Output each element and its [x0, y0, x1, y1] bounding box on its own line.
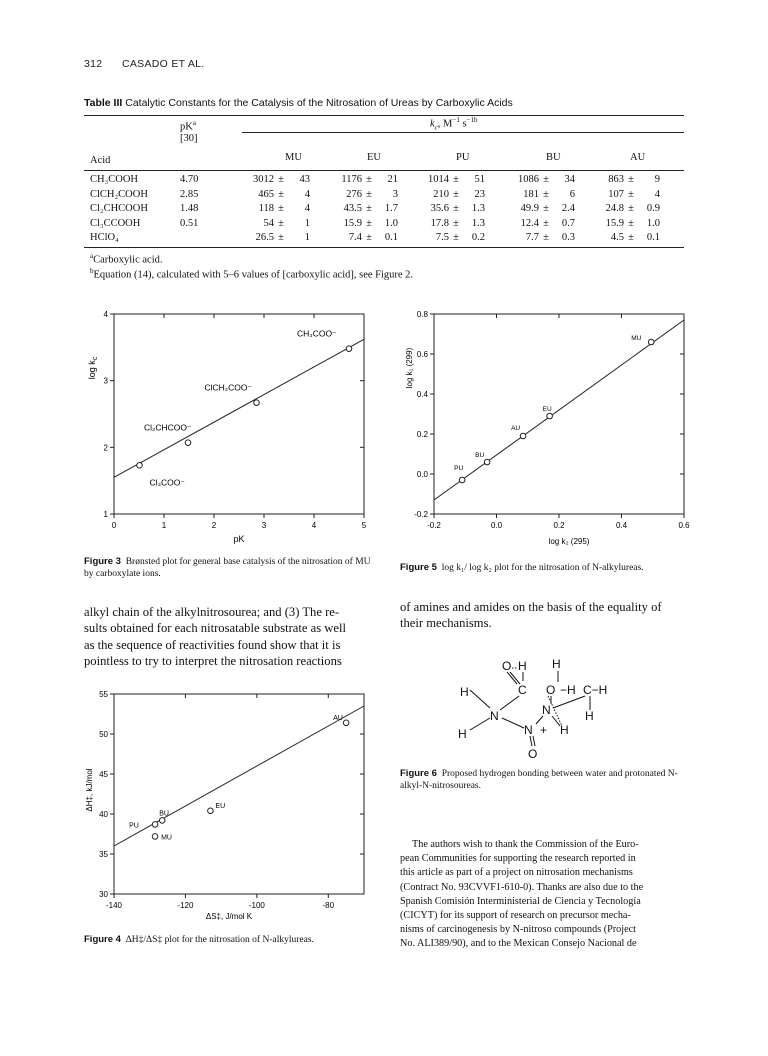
point-label: CH₃COO⁻ [297, 328, 337, 339]
data-point [185, 440, 191, 446]
footnote-a: $^a$Carboxylic acid. [90, 252, 163, 266]
text-line: No. ALI389/90), and to the Mexican Consejo Nacional de [400, 938, 637, 950]
figure4-caption: Figure 4 ΔH‡/ΔS‡ plot for the nitrosation of N-alkylureas. [84, 934, 314, 945]
cell-value: 7.4 ± 0.1 [348, 232, 398, 244]
point-label: BU [475, 452, 485, 459]
cell-value: 12.4 ± 0.7 [520, 217, 575, 229]
y-tick-label: 55 [99, 690, 108, 699]
fig5-ylabel: log k₁ (299) [405, 347, 414, 389]
cell-value: 1176 ± 21 [341, 174, 398, 185]
point-label: Cl₃COO⁻ [149, 477, 185, 488]
x-tick-label: -140 [105, 901, 123, 910]
data-point [343, 720, 349, 726]
fig5-marks [414, 310, 690, 530]
table-row [0, 203, 768, 217]
cell-acid: Cl₂CHCOOH [90, 203, 148, 215]
figure3-caption: Figure 3 Brønsted plot for general base catalysis of the nitrosation of MU by carboxylate ions. [84, 556, 371, 579]
col-eu: EU [367, 152, 381, 163]
atom-o-top: O [502, 659, 512, 673]
col-k-header: $k_c$, $M^{-1}$ $s^{-1b}$ [430, 116, 478, 132]
y-tick-label: 30 [99, 890, 108, 899]
fig5-xlabel: log k₂ (295) [548, 537, 590, 546]
x-tick-label: 3 [261, 521, 267, 530]
atom-h6: H [458, 727, 467, 741]
atom-h5: H [585, 709, 594, 723]
figure5-caption: Figure 5 log k₁/ log k₂ plot for the nitrosation of N-alkylureas. [400, 562, 644, 573]
atom-h2: H [552, 657, 561, 671]
data-point [346, 346, 352, 352]
x-tick-label: -80 [322, 901, 335, 910]
fig4-xlabel: ΔS‡, J/mol K [205, 912, 253, 921]
atom-h4: −H [560, 683, 576, 697]
x-tick-label: 5 [361, 521, 367, 530]
point-label: PU [129, 822, 139, 830]
point-label: EU [215, 802, 226, 810]
fig4-marks [99, 690, 364, 910]
table-row [0, 189, 768, 203]
running-title: CASADO ET AL. [122, 58, 205, 70]
cell-value: 35.6 ± 1.3 [430, 203, 485, 215]
fig3-ylabel [87, 356, 99, 379]
table-row [0, 232, 768, 246]
point-label: MU [161, 834, 172, 842]
y-tick-label: -0.2 [414, 510, 428, 519]
point-label: Cl₂CHCOO⁻ [144, 422, 192, 433]
cell-value: 181 ± 6 [523, 188, 575, 200]
table-header-bottom-rule [84, 170, 684, 171]
col-bu: BU [546, 152, 561, 163]
cell-value: 276 ± 3 [346, 188, 398, 200]
figure3-plot [84, 308, 374, 548]
table-row [0, 218, 768, 232]
text-line: this article as part of a project on nitrosation mechanisms [400, 867, 633, 879]
cell-value: 43.5 ± 1.7 [343, 203, 398, 215]
data-point [152, 822, 158, 828]
cell-acid: Cl₃CCOOH [90, 217, 141, 229]
data-point [254, 400, 260, 406]
cell-value: 49.9 ± 2.4 [520, 203, 575, 215]
data-point [520, 433, 526, 439]
cell-value: 1014 ± 51 [428, 174, 485, 185]
atom-h3: H [460, 685, 469, 699]
fig4-frame [114, 694, 364, 894]
col-au: AU [630, 152, 646, 163]
atom-o2: O [546, 683, 556, 697]
data-point [459, 477, 465, 483]
col-acid: Acid [90, 155, 111, 166]
page-number: 312 [84, 58, 103, 70]
cell-value: 210 ± 23 [433, 188, 485, 200]
fig5-frame [434, 314, 684, 514]
point-label: BU [159, 810, 169, 818]
text-line: Spanish Comisión Interministerial de Ciencia y Tecnología [400, 895, 641, 907]
cell-pka: 4.70 [180, 174, 199, 185]
figure6-caption: Figure 6 Proposed hydrogen bonding between water and protonated N-alkyl-N-nitrosoureas. [400, 768, 678, 791]
text-line: pointless to try to interpret the nitrosation reactions [84, 654, 342, 669]
cell-value: 7.5 ± 0.2 [435, 232, 485, 244]
atom-h1: H [518, 659, 527, 673]
point-label: EU [542, 406, 552, 413]
y-tick-label: 45 [99, 770, 108, 779]
cell-acid: CH₃COOH [90, 174, 138, 185]
text-line: as the sequence of reactivities found show that it is [84, 637, 341, 652]
y-tick-label: 0.6 [416, 350, 428, 359]
atom-h7: H [560, 723, 569, 737]
fig3-marks [104, 310, 367, 530]
cell-value: 15.9 ± 1.0 [343, 217, 398, 229]
x-tick-label: 0.0 [490, 521, 503, 530]
cell-value: 15.9 ± 1.0 [605, 217, 660, 229]
point-label: AU [333, 714, 343, 722]
table-top-rule [84, 115, 684, 116]
fit-line [434, 320, 684, 500]
y-tick-label: 2 [103, 443, 108, 453]
y-tick-label: 1 [103, 510, 108, 519]
table-caption [84, 97, 513, 109]
cell-value: 4.5 ± 0.1 [610, 232, 660, 244]
cell-value: 24.8 ± 0.9 [605, 203, 660, 215]
cell-pka: 2.85 [180, 188, 199, 200]
text-line: pean Communities for supporting the research reported in [400, 853, 636, 865]
x-tick-label: -120 [177, 901, 194, 910]
cell-value: 107 ± 4 [608, 188, 660, 200]
x-tick-label: -0.2 [427, 521, 441, 530]
body-text-left [84, 604, 384, 670]
x-tick-label: -100 [248, 901, 265, 910]
y-tick-label: 0.0 [416, 470, 428, 479]
atom-c: C [518, 683, 527, 697]
cell-value: 1086 ± 34 [518, 174, 575, 185]
cell-value: 118 ± 4 [258, 203, 310, 215]
cell-acid: ClCH₂COOH [90, 188, 148, 200]
data-point [208, 808, 214, 814]
y-tick-label: 4 [103, 310, 108, 319]
atom-n1: N [490, 709, 499, 723]
svg-text:log kc: $\log k_c$ [87, 356, 99, 380]
cell-pka: 1.48 [180, 203, 199, 215]
x-tick-label: 0 [111, 521, 117, 530]
col-pka-ref: [30] [180, 133, 198, 144]
x-tick-label: 0.4 [615, 521, 628, 530]
acknowledgement [400, 838, 694, 952]
col-mu: MU [285, 152, 302, 163]
text-line: their mechanisms. [400, 616, 492, 631]
text-line: The authors wish to thank the Commission of the Euro- [412, 839, 639, 850]
table-bottom-rule [84, 247, 684, 248]
atom-c2: C−H [583, 683, 608, 697]
body-text-right [400, 599, 700, 632]
cell-value: 7.7 ± 0.3 [525, 232, 575, 244]
y-tick-label: 50 [99, 730, 108, 739]
x-tick-label: 0.6 [678, 521, 690, 530]
fig3-xlabel: pK [233, 534, 245, 544]
atom-n3: N [524, 723, 533, 737]
table-row [0, 174, 768, 188]
point-label: AU [511, 425, 521, 432]
footnote-b: $^b$Equation (14), calculated with 5–6 values of [carboxylic acid], see Figure 2. [90, 267, 414, 281]
cell-acid: HClO₄ [90, 232, 119, 244]
y-tick-label: 0.2 [416, 430, 428, 439]
text-line: of amines and amides on the basis of the equality of [400, 600, 662, 614]
point-label: ClCH₂COO⁻ [204, 382, 252, 393]
cell-value: 863 ± 9 [608, 174, 660, 185]
atom-plus: + [540, 723, 548, 737]
text-line: (CICYT) for its support of research on precursor mecha- [400, 910, 631, 922]
fit-line [114, 706, 364, 846]
cell-pka: 0.51 [180, 217, 199, 229]
x-tick-label: 2 [211, 521, 217, 530]
data-point [648, 339, 654, 345]
cell-value: 26.5 ± 1 [255, 232, 310, 244]
cell-value: 3012 ± 43 [253, 174, 310, 185]
x-tick-label: 0.2 [553, 521, 565, 530]
figure5-plot [404, 308, 694, 548]
table-header-rule [242, 132, 684, 133]
y-tick-label: 3 [103, 376, 108, 386]
data-point [159, 818, 165, 824]
text-line: alkyl chain of the alkylnitrosourea; and (3) The re- [84, 605, 340, 619]
cell-value: 465 ± 4 [258, 188, 310, 200]
atom-n2: N [542, 703, 551, 717]
x-tick-label: 1 [161, 521, 167, 530]
col-pu: PU [456, 152, 470, 163]
cell-value: 17.8 ± 1.3 [430, 217, 485, 229]
figure6-structure [440, 648, 630, 760]
col-pka: $pK^a$ [180, 119, 196, 133]
point-label: MU [631, 335, 642, 342]
y-tick-label: 40 [99, 810, 108, 819]
table-caption-text: Catalytic Constants for the Catalysis of the Nitrosation of Ureas by Carboxylic Acids [125, 97, 513, 109]
point-label: PU [454, 465, 464, 472]
text-line: sults obtained for each nitrosatable substrate as well [84, 621, 346, 636]
fig4-ylabel: ΔH‡, kJ/mol [85, 768, 94, 812]
text-line: nisms of carcinogenesis by N-nitroso compounds (Project [400, 924, 636, 936]
text-line: (Contract No. 93CVVF1-610-0). Thanks are also due to the [400, 881, 644, 893]
cell-value: 54 ± 1 [263, 217, 310, 229]
fit-line [114, 339, 364, 477]
y-tick-label: 0.8 [416, 310, 428, 319]
figure4-plot [84, 690, 374, 922]
x-tick-label: 4 [311, 521, 317, 530]
data-point [152, 834, 158, 840]
atom-o3: O [528, 747, 538, 760]
y-tick-label: 0.4 [416, 390, 428, 399]
data-point [484, 459, 490, 465]
data-point [137, 463, 143, 469]
data-point [547, 413, 553, 419]
table-label: Table III [84, 97, 123, 109]
y-tick-label: 35 [99, 850, 108, 859]
